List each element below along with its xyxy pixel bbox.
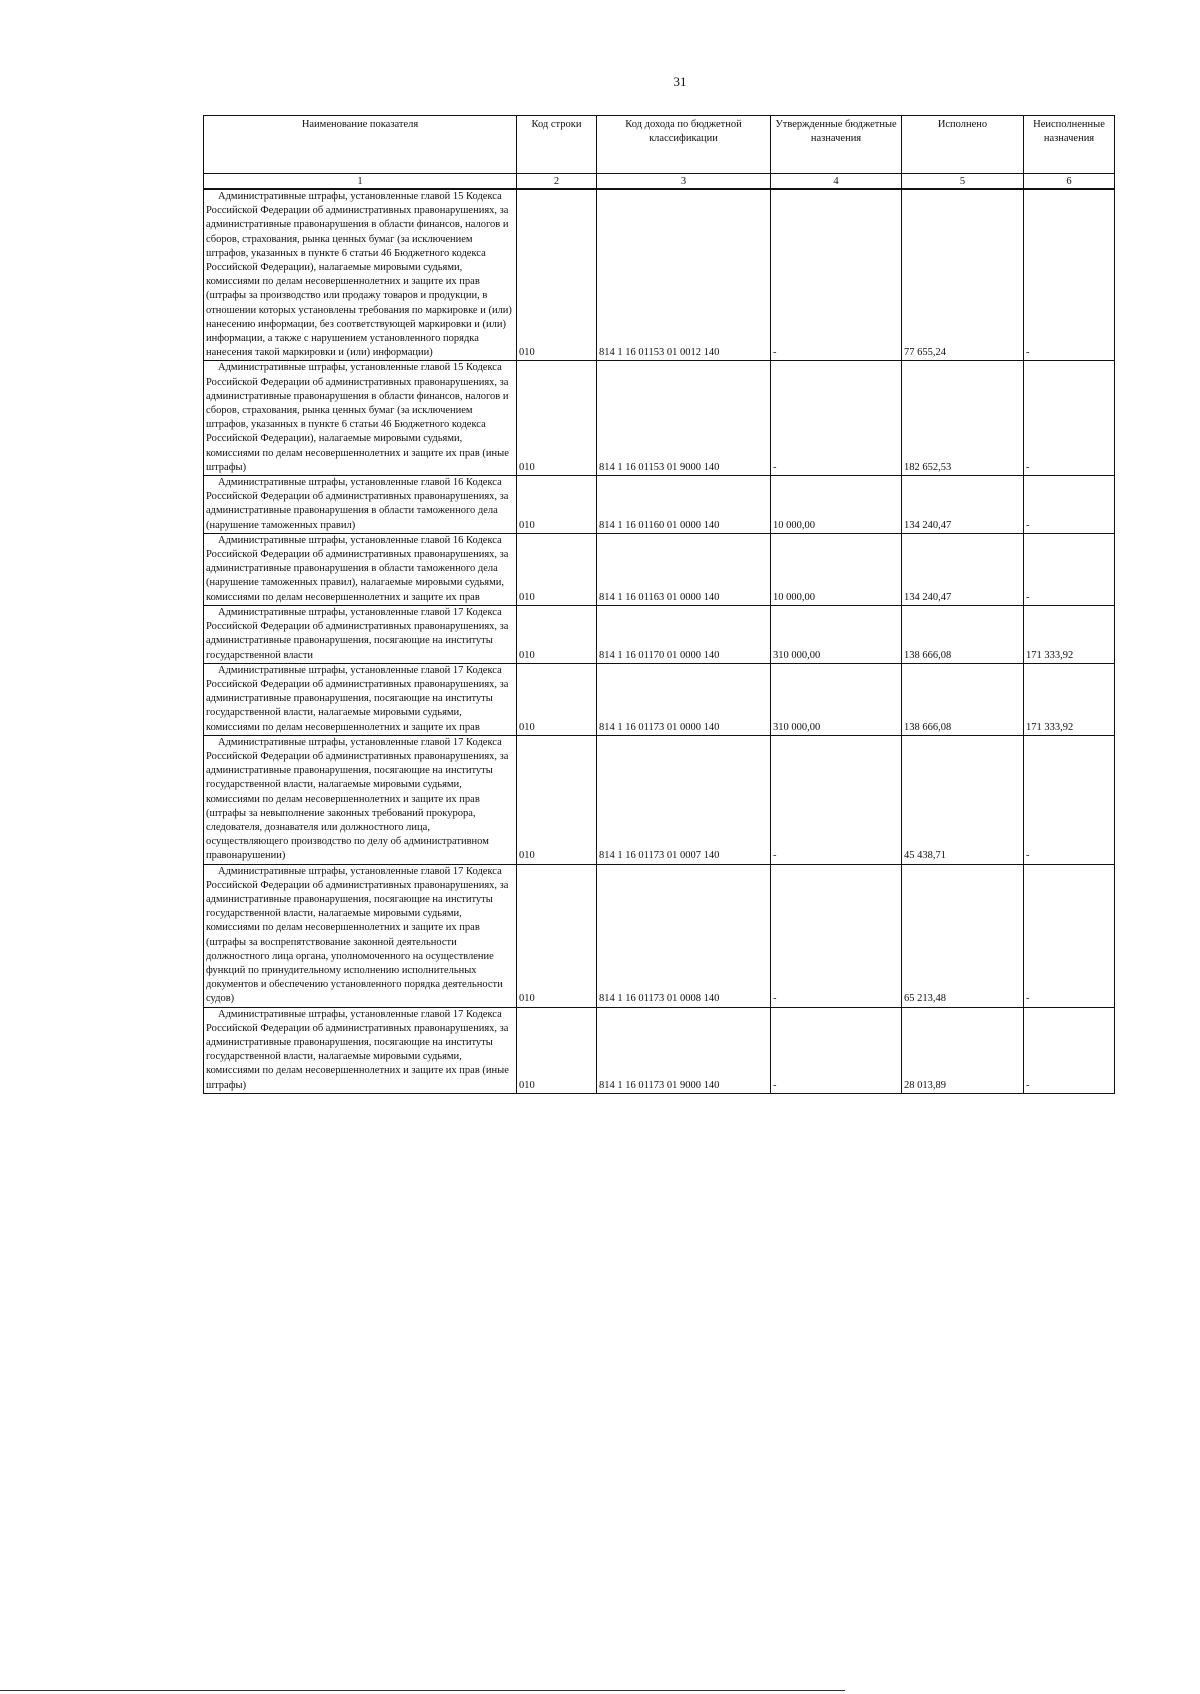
header-approved: Утвержденные бюджетные назначения [771,116,902,174]
table-row [204,735,1115,864]
line-code: 010 [517,361,597,476]
indicator-name: Административные штрафы, установленные главой 17 Кодекса Российской Федерации об административных правонарушениях, за административные правонарушения, посягающие на институты государственной власти, налагаемые мировыми судьями, комиссиями по делам несовершеннолетних и защите их прав [204,663,517,735]
table-row [204,533,1115,605]
unexecuted-amount: - [1024,735,1115,864]
executed-amount: 65 213,48 [902,864,1024,1007]
table-row [204,605,1115,663]
executed-amount: 77 655,24 [902,189,1024,361]
approved-amount: - [771,1007,902,1093]
unexecuted-amount: - [1024,1007,1115,1093]
executed-amount: 182 652,53 [902,361,1024,476]
line-code: 010 [517,663,597,735]
column-number: 5 [902,174,1024,190]
table-row [204,361,1115,476]
unexecuted-amount: 171 333,92 [1024,663,1115,735]
unexecuted-amount: - [1024,533,1115,605]
header-indicator-name: Наименование показателя [204,116,517,174]
approved-amount: - [771,189,902,361]
indicator-name: Административные штрафы, установленные главой 15 Кодекса Российской Федерации об административных правонарушениях, за административные правонарушения в области финансов, налогов и сборов, страхования, рынка ценных бумаг (за исключением штрафов, указанных в пункте 6 статьи 46 Бюджетного кодекса Российской Федерации), налагаемые мировыми судьями, комиссиями по делам несовершеннолетних и защите их прав (иные штрафы) [204,361,517,476]
indicator-name: Административные штрафы, установленные главой 16 Кодекса Российской Федерации об административных правонарушениях, за административные правонарушения в области таможенного дела (нарушение таможенных правил) [204,476,517,534]
unexecuted-amount: - [1024,864,1115,1007]
income-code: 814 1 16 01170 01 0000 140 [597,605,771,663]
unexecuted-amount: - [1024,476,1115,534]
income-code: 814 1 16 01163 01 0000 140 [597,533,771,605]
page-bottom-rule [0,1690,845,1691]
executed-amount: 138 666,08 [902,605,1024,663]
column-number: 1 [204,174,517,190]
column-number: 2 [517,174,597,190]
header-line-code: Код строки [517,116,597,174]
column-number: 3 [597,174,771,190]
indicator-name: Административные штрафы, установленные главой 17 Кодекса Российской Федерации об административных правонарушениях, за административные правонарушения, посягающие на институты государственной власти, налагаемые мировыми судьями, комиссиями по делам несовершеннолетних и защите их прав (иные штрафы) [204,1007,517,1093]
approved-amount: 310 000,00 [771,605,902,663]
page-number: 31 [673,74,687,89]
income-code: 814 1 16 01173 01 0000 140 [597,663,771,735]
approved-amount: - [771,735,902,864]
income-code: 814 1 16 01173 01 0007 140 [597,735,771,864]
executed-amount: 45 438,71 [902,735,1024,864]
budget-execution-table [203,115,1115,1094]
table-row [204,189,1115,361]
approved-amount: 10 000,00 [771,476,902,534]
income-code: 814 1 16 01173 01 0008 140 [597,864,771,1007]
indicator-name: Административные штрафы, установленные главой 17 Кодекса Российской Федерации об административных правонарушениях, за административные правонарушения, посягающие на институты государственной власти, налагаемые мировыми судьями, комиссиями по делам несовершеннолетних и защите их прав (штрафы за невыполнение законных требований прокурора, следователя, дознавателя или должностного лица, осуществляющего производство по делу об административном правонарушении) [204,735,517,864]
column-number: 4 [771,174,902,190]
unexecuted-amount: - [1024,361,1115,476]
approved-amount: - [771,361,902,476]
executed-amount: 28 013,89 [902,1007,1024,1093]
approved-amount: - [771,864,902,1007]
column-number: 6 [1024,174,1115,190]
table-row [204,476,1115,534]
line-code: 010 [517,476,597,534]
header-income-code: Код дохода по бюджетной классификации [597,116,771,174]
unexecuted-amount: 171 333,92 [1024,605,1115,663]
income-code: 814 1 16 01153 01 0012 140 [597,189,771,361]
line-code: 010 [517,605,597,663]
executed-amount: 134 240,47 [902,476,1024,534]
income-code: 814 1 16 01173 01 9000 140 [597,1007,771,1093]
header-unexecuted: Неисполненные назначения [1024,116,1115,174]
line-code: 010 [517,864,597,1007]
line-code: 010 [517,189,597,361]
line-code: 010 [517,533,597,605]
income-code: 814 1 16 01160 01 0000 140 [597,476,771,534]
column-number-row [204,174,1115,190]
approved-amount: 310 000,00 [771,663,902,735]
line-code: 010 [517,1007,597,1093]
indicator-name: Административные штрафы, установленные главой 16 Кодекса Российской Федерации об административных правонарушениях, за административные правонарушения в области таможенного дела (нарушение таможенных правил), налагаемые мировыми судьями, комиссиями по делам несовершеннолетних и защите их прав [204,533,517,605]
line-code: 010 [517,735,597,864]
header-executed: Исполнено [902,116,1024,174]
indicator-name: Административные штрафы, установленные главой 15 Кодекса Российской Федерации об административных правонарушениях, за административные правонарушения в области финансов, налогов и сборов, страхования, рынка ценных бумаг (за исключением штрафов, указанных в пункте 6 статьи 46 Бюджетного кодекса Российской Федерации), налагаемые мировыми судьями, комиссиями по делам несовершеннолетних и защите их прав (штрафы за производство или продажу товаров и продукции, в отношении которых установлены требования по маркировке и (или) нанесению информации, без соответствующей маркировки и (или) информации, а также с нарушением установленного порядка нанесения такой маркировки и (или) информации) [204,189,517,361]
table-row [204,864,1115,1007]
executed-amount: 138 666,08 [902,663,1024,735]
table-row [204,1007,1115,1093]
unexecuted-amount: - [1024,189,1115,361]
indicator-name: Административные штрафы, установленные главой 17 Кодекса Российской Федерации об административных правонарушениях, за административные правонарушения, посягающие на институты государственной власти [204,605,517,663]
table-row [204,663,1115,735]
indicator-name: Административные штрафы, установленные главой 17 Кодекса Российской Федерации об административных правонарушениях, за административные правонарушения, посягающие на институты государственной власти, налагаемые мировыми судьями, комиссиями по делам несовершеннолетних и защите их прав (штрафы за воспрепятствование законной деятельности должностного лица органа, уполномоченного на осуществление функций по принудительному исполнению исполнительных документов и обеспечению установленного порядка деятельности судов) [204,864,517,1007]
executed-amount: 134 240,47 [902,533,1024,605]
income-code: 814 1 16 01153 01 9000 140 [597,361,771,476]
header-row [204,116,1115,174]
approved-amount: 10 000,00 [771,533,902,605]
